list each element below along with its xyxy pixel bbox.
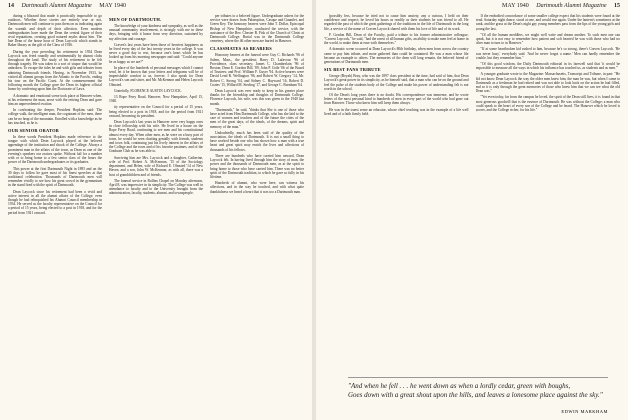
body-paragraph: In confronting the deeper, President Hopkins said: The college walk, the intelligent man, the cognizant of the men, there can be no heap of the mountain. Enrolled with a knowledge as he has touched, as he is.	[8, 108, 102, 125]
body-paragraph: "Yet even today, far from the campus he loved, the spirit of the Dean still lives, it is found in that most generous goodwill that is the essence of Dartmouth. He was without the College; a man who could speak to the heart of every son of the College and be heard. The Hanover which he loved is poorer, and the College richer, for his life."	[475, 95, 620, 113]
section-heading: CLASSMATES AS BEARERS	[210, 46, 272, 52]
body-paragraph: If the embodied concordance of some smaller college expect that his students were found at the head. Saturday night dance, stood at one, and would rise again. Under the lantern's sometimes at the bank, and the grass at the Dean's night gay young members pass from the lips of the young girls and young the last.	[475, 14, 620, 31]
text-column	[210, 14, 304, 217]
quote-line-1: "And when he fell . . . he went down as when a lordly cedar, green with boughs,	[348, 382, 571, 390]
body-paragraph: George (Beyah) Bray, who was the 1897 class president at the time, had said of him, that Dean Laycock's great power in its simplicity, as he himself said, that a man who can be on the ground and feel the pulse of the students body of the College and make his power of understanding felt is not worth in the school.	[324, 74, 469, 91]
body-paragraph: He was in the truest sense an educator, whose chief teaching was in the example of a life well lived and of a faith firmly held.	[324, 107, 469, 116]
body-paragraph: This power at the first Dartmouth Night in 1895 and on the 30 days to follow he gave most of his finest speeches at that traditional celebration. Thousands of Dartmouth men will remember vividly to see how his great crowd in the gymnasium in the stand fired with the spirit of Dartmouth.	[8, 166, 102, 188]
body-paragraph: "Of all the human meddlers, we might well write and dream another. To such men one can speak, but it is not easy to remember how patient and soft hearted he was with those who had no other man to turn to in Hanover."	[475, 32, 620, 46]
right-page-header	[324, 3, 620, 13]
body-paragraph: Of the Dean's long years there is no doubt. His correspondence was immense, and he wrote letters of the most personal kind to hundreds of men in every part of the world who had gone out from Hanover. Those who knew him will keep them always.	[324, 93, 469, 106]
right-page-columns	[324, 14, 620, 370]
body-paragraph: 13 Rope Ferry Road, Hanover, New Hampshire, April 15, 1940.	[109, 95, 203, 104]
body-paragraph: Dean Laycock's last years in Hanover were very happy ones in close fellowship with his wife. He lived in a house on the Rope Ferry Road, continuing to see men and his constitutional almost every day. When other men, as he were on a busy part of town, he would be seen chatting genially with friends, students and town folk, continuing just his lively interest in the affairs of the College and the town and of his favorite pastimes, and of the Graduate Club as he was able to.	[109, 120, 203, 154]
body-paragraph: "If at some heartbroken kid rushed to him, because he's so strong, there's Craven Laycock. 'He was never busy,' everybody said. 'And he never forgot a name.' Men can hardly remember the trouble, but they remember him."	[475, 47, 620, 60]
issue-month-left: MAY 1940	[99, 3, 126, 9]
magazine-title-right: Dartmouth Alumni Magazine	[536, 3, 607, 9]
body-paragraph: Undoubtedly, much has been said of the quality of the association, the ideals of Dartmouth. It is not a small thing to have worked beside one who has shown how a man with a true heart and great spirit may enrich the lives and affections of thousands of his fellows.	[210, 130, 304, 152]
body-paragraph: The knowledge of your kindness and sympathy, as well as the unusual community involvement, is strongly with me in these days, bringing with it honor from very direction, sustained by my affection and courage.	[109, 24, 203, 41]
body-paragraph: In these words President Hopkins made reference to the tongue with which Dean Laycock played at the beloved appendage of the institution and shook of the College. Always a prominent man in the affairs of the town, as Dean as one of the evening's speakers our orators spoke. Without fail for a number with or to bring home to a few senior class of the hours the power of the Dartmouth undergraduates or its graduates.	[8, 135, 102, 165]
body-paragraph: F. Gordon Bill, Dean of the Faculty, paid a tribute to his former administrative colleague, "Craven Laycock," he said, "had the rarest of all human gifts, an ability to make men feel at home in the world, to make them at ease with themselves."	[324, 32, 469, 46]
body-paragraph: Gratefully, FLORENCE AUSTIN LAYCOCK.	[114, 88, 182, 93]
body-paragraph: ity representative on the Council for a period of 15 years, being elected to a post in 1918, and for the period from 1921 onward, becoming its president.	[109, 105, 203, 118]
left-page-header	[8, 3, 304, 13]
right-page	[316, 0, 628, 420]
body-paragraph: During the year preceding his retirement in 1934 Dean Laycock was feted roundly and sentimentally by alumni clubs throughout the land. The study of his retirement to be felt through tragedy. He was taken to a sort of stupor that would be unbroken. To escape the tides he and with gifts and tributes from admiring Dartmouth friends. Having, in November 1933, he visited all alumni groups from the Atlantic to the Pacific, ending his tour on the Pacific Coast. At the commencement the following month the College gave the Dean its highest official honor by conferring upon him the Doctorate of Laws.	[8, 49, 102, 92]
body-paragraph: per tributes to a beloved figure. Undergraduate ushers for the service were drawn from Palaeopitus, Casque and Gauntlet, and Green Key. The honorary bearers were John T. Dollar, Episcopal Bishop of New Hampshire, conducted the service, with the assistance of the Rev. Chester B. Fisk of the Church of Christ at Dartmouth College. Burial was in the Dartmouth College cemetery, where the 46 other men are buried in Hanover.	[210, 14, 304, 44]
body-paragraph: "Of this good wisdom, the Daily Dartmouth editorial in its farewell said that 'it would be impossible to measure all the ways in which his influence has touched us, as students and as men.'"	[475, 62, 620, 71]
page-number-left: 14	[8, 3, 14, 9]
magazine-title-left: Dartmouth Alumni Magazine	[21, 3, 92, 9]
body-paragraph: There are hundreds who have carried him onward, Dean Laycock felt. In having lived through him the story of man, the power and the thousands of Dartmouth men, as at the spirit to bring home to those who have carried him. There was no better spirit of the Dartmouth tradition, to which he gave so fully in his lifetime.	[210, 153, 304, 179]
body-paragraph: Hundreds of alumni, who were here, can witness his affections, and in the way he touched, and with what quite thankfulness we heard a heart that it was too a Dartmouth man.	[210, 181, 304, 194]
text-column	[8, 14, 102, 217]
section-heading: MEN OF DARTMOUTH.	[109, 17, 162, 22]
body-paragraph: Dean Laycock was ever ready to keep in his greater place thanks for the friendship and thoughts of Dartmouth College. Florence Laycock, his wife, was this was given to the 1940 last month.	[210, 89, 304, 106]
body-paragraph: during a blizzard that made it practically impossible to go outdoors. Whether these stories are entirely true or not, Dartmouth men will continue to pass them on as indicating again the warmth and depth of their affection. Even modern undergraduates have made the Dean the central figure of their rival reputations, creating good natured myths about him. The late Dean of the house hour of Dean Laycock which stands in Baker library as the gift of the Class of 1936.	[8, 14, 102, 48]
body-paragraph: (possibly less, because he tried not to cause him anxiety, any a curious, I held on their confidence and respect; he loved his hours as readily as their students he was friend to all. He regarded the past of which the great gatherings of the traditions in the life of Dartmouth in the long life, a service of the name of Craven Laycock shared with them his love of life and of its work.	[324, 14, 469, 31]
issue-month-right: MAY 1940	[502, 3, 529, 9]
body-paragraph: A dramatic scene occurred at Dean Laycock's 80th birthday, when men from across the country came to pay him tribute, and more gathered than could be contained. He was a man whose life became an example to others. The memories of the dean will long remain, the beloved friend of generations of Dartmouth men.	[324, 47, 469, 65]
page-number-right: 15	[614, 3, 620, 9]
body-paragraph: Dean Laycock since his retirement had been a vivid and active interest in all the alumni affairs of the College, even though he had relinquished his Alumni Council membership in 1934. He served as the faculty representative on the Council for a period of 15 years, being elected to a post in 1918, and for the period from 1921 onward.	[8, 189, 102, 215]
body-paragraph: Honorary bearers at the funeral were Guy C. Richards '96 of Salem, Mass., the president; Harry D. Lafavour '96 of Providence, class secretary; James C. Chamberlain '96 of Boston; Dean E. Gordon Bill, '89, John P. Grile '06 of the Board of Trustees; and Prof. William F. Guyer '94. Active bearers were David Lend R. Wellington '96, and Robert W. Gregory '14, Mr. Robert C. Strong '04, and Sidney C. Hayward '16, Robert D. Coates '15, Willard M. Sterling '17, and George C. Burnham '04.	[210, 53, 304, 87]
body-paragraph: "Dartmouth," he said, "thinks that She is one of those who have acted from Him Dartmouth College, who has she laid to the care of women and teachers and of the future the cities of the men of the great days, of the ideals, of the dreams, spirit and memory of the man."	[210, 107, 304, 129]
left-page-columns	[8, 14, 304, 217]
body-paragraph: The funeral service in Rollins Chapel on Monday afternoon, April 8, was impressive in its simplicity. The College was well in attendance to faculty and to the University brought from the administration, faculty, students, alumni, and townspeople.	[109, 178, 203, 196]
section-heading: OUR SENIOR ORATOR	[8, 128, 60, 134]
text-column	[109, 14, 203, 217]
closing-quote	[348, 377, 608, 412]
quote-attribution: EDWIN MARKHAM	[561, 409, 608, 414]
text-column	[324, 14, 469, 370]
body-paragraph: A dramatic and emotional scene took place at Hanover when, at his retirement the man, arose with the retiring Dean and gave him an unprecedented ovation.	[8, 93, 102, 107]
body-paragraph: A younger graduate wrote to the Magazine: Massachusetts, Transcript and Tribune, in part: "He did not know Dean Laycock the way the older men knew him, the man he was, but when I came to Dartmouth as a freshman he had retired and was not able to look back on the action he had filled, and so it is only through the great memories of those who knew him that we can see what the old Dean was."	[475, 72, 620, 94]
left-page	[0, 0, 312, 420]
body-paragraph: Surviving him are Mrs. Laycock and a daughter, Catherine, wife of Prof. Robert A. McKennon, '15 of the Sociology department, and Helen, wife of Richard E. Olmsted '14 of New Haven, and a son, John W. McKennon, as with all, there was a host of grandchildren and of friends.	[109, 155, 203, 177]
body-paragraph: Craven's last years have been those of heaviest happiness as he lived every day of the last twenty years in the college. It was never a good day to rest, because one's heart which he has looked up from his morning newspaper and said: "Could anyone be as happy as we are?"	[109, 42, 203, 64]
text-column	[476, 14, 621, 370]
quote-line-2: Goes down with a great shout upon the hills, and leaves a lonesome place against the sky."	[348, 390, 603, 399]
section-heading: SIX BEST FANS TRIBUTE	[324, 67, 381, 73]
body-paragraph: In place of the hundreds of personal messages which I cannot send, let it be known that your letters and telegrams will be of imperishable comfort to us, forever. I also speak for Dean Laycock's son and sister, and Mr. McKennon and Helen Laycock Olmsted.	[109, 65, 203, 87]
